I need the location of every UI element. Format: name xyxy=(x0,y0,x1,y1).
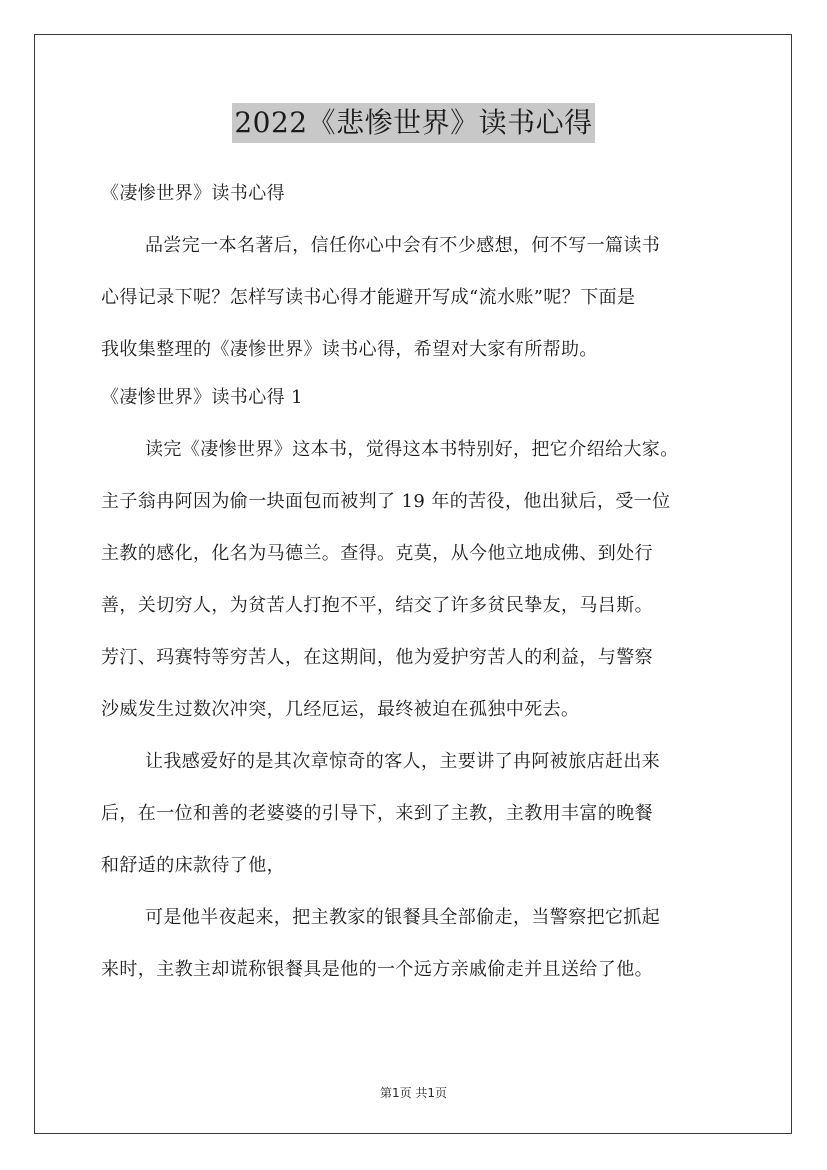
document-title: 2022《悲惨世界》读书心得 xyxy=(0,102,827,143)
paragraph-line: 让我感爱好的是其次章惊奇的客人，主要讲了冉阿被旅店赶出来 xyxy=(145,751,661,772)
paragraph-line: 主教的感化，化名为马德兰。查得。克莫，从今他立地成佛、到处行 xyxy=(101,543,653,564)
document-body xyxy=(101,172,727,1000)
paragraph-line: 来时，主教主却谎称银餐具是他的一个远方亲戚偷走并且送给了他。 xyxy=(101,959,653,980)
paragraph-line: 心得记录下呢？怎样写读书心得才能避开写成“流水账”呢？下面是 xyxy=(101,287,636,308)
paragraph-line: 芳汀、玛赛特等穷苦人，在这期间，他为爱护穷苦人的利益，与警察 xyxy=(101,647,653,668)
page-footer: 第1页 共1页 xyxy=(379,1086,448,1100)
paragraph-line: 品尝完一本名著后，信任你心中会有不少感想，何不写一篇读书 xyxy=(145,235,661,256)
paragraph-line: 读完《凄惨世界》这本书，觉得这本书特别好，把它介绍给大家。 xyxy=(145,439,679,460)
paragraph-line: 和舒适的床款待了他， xyxy=(101,855,285,876)
paragraph-line: 后，在一位和善的老婆婆的引导下，来到了主教，主教用丰富的晚餐 xyxy=(101,803,653,824)
paragraph-line: 我收集整理的《凄惨世界》读书心得，希望对大家有所帮助。 xyxy=(101,339,598,360)
paragraph-line: 善，关切穷人，为贫苦人打抱不平，结交了许多贫民挚友，马吕斯。 xyxy=(101,595,653,616)
paragraph-line: 主子翁冉阿因为偷一块面包而被判了 19 年的苦役，他出狱后，受一位 xyxy=(101,491,671,512)
heading-line: 《凄惨世界》读书心得 xyxy=(101,183,285,204)
paragraph-line: 沙威发生过数次冲突，几经厄运，最终被迫在孤独中死去。 xyxy=(101,699,580,720)
paragraph-line: 可是他半夜起来，把主教家的银餐具全部偷走，当警察把它抓起 xyxy=(145,907,661,928)
heading-line: 《凄惨世界》读书心得 1 xyxy=(101,387,303,408)
